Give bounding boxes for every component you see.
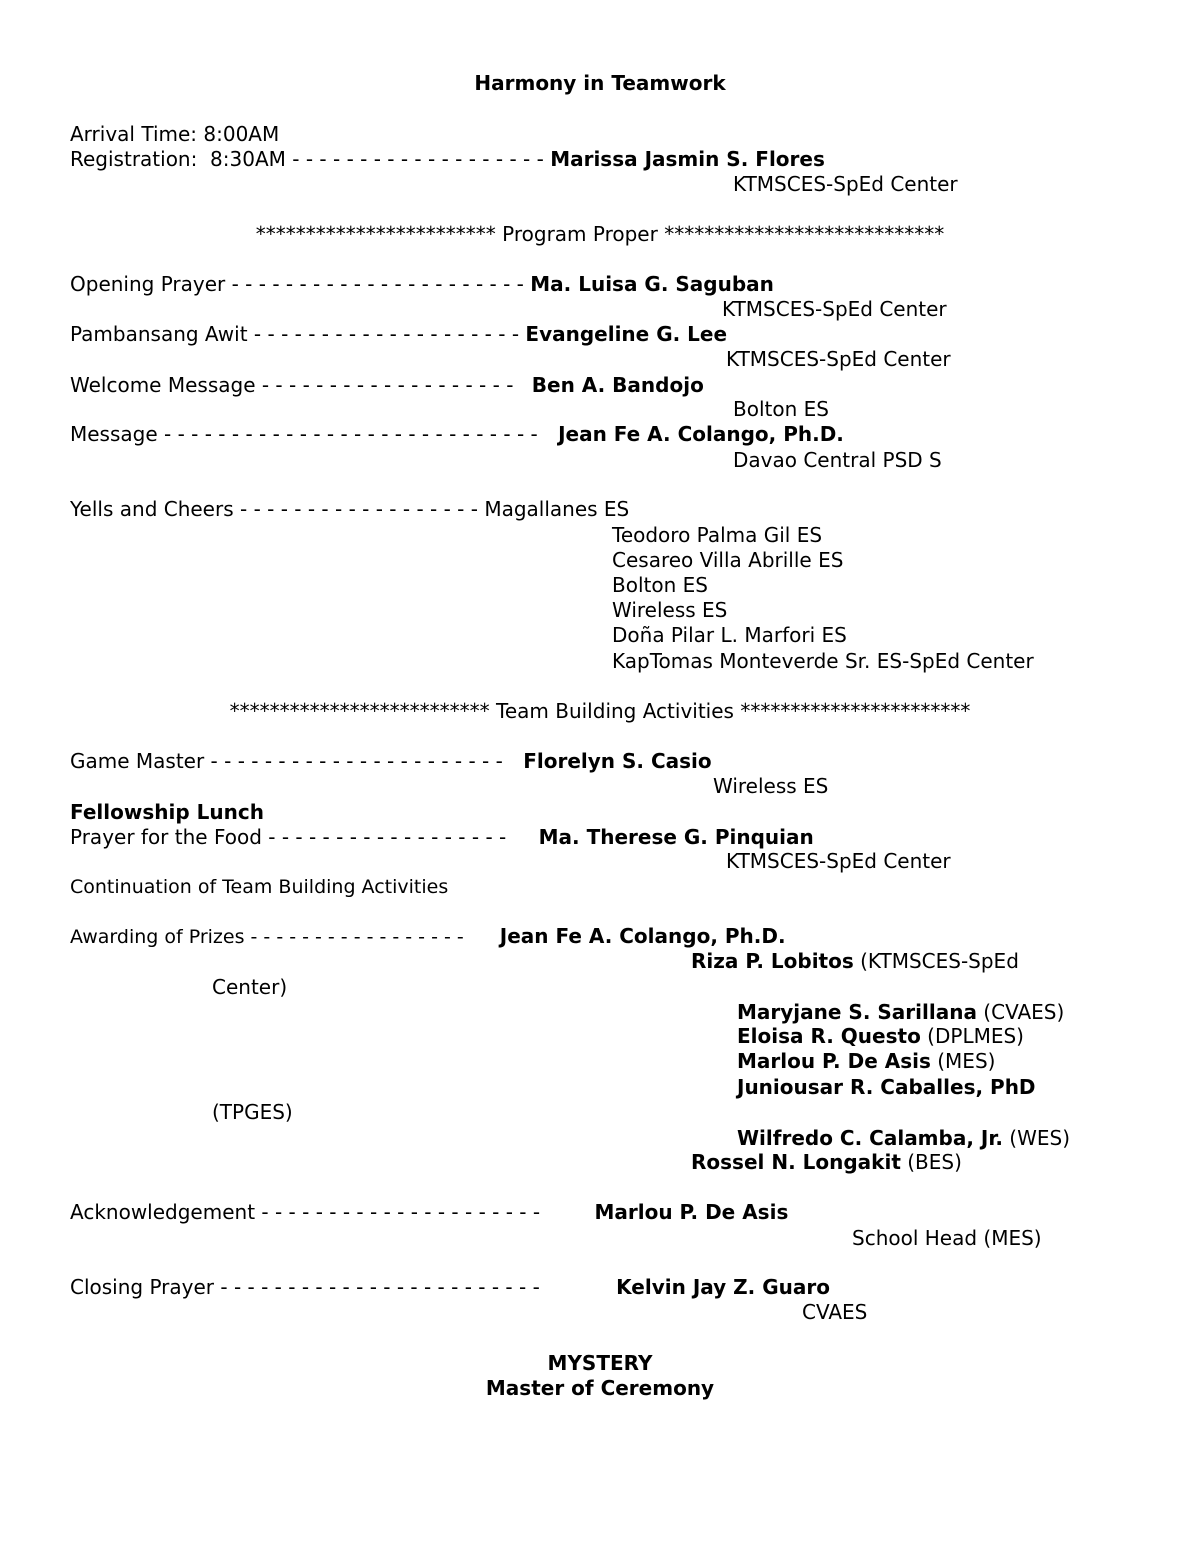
awardee-school: (CVAES) bbox=[976, 1000, 1065, 1024]
closing-prayer-label: Closing Prayer - - - - - - - - - - - - - - - - - - - - - - - - bbox=[70, 1275, 547, 1299]
acknowledgement-name: Marlou P. De Asis bbox=[594, 1200, 789, 1224]
awardee-school: (TPGES) bbox=[212, 1100, 293, 1124]
arrival-time: Arrival Time: 8:00AM bbox=[70, 122, 280, 146]
continuation-text: Continuation of Team Building Activities bbox=[70, 876, 449, 898]
closing-prayer-school: CVAES bbox=[802, 1300, 868, 1324]
fellowship-lunch-heading: Fellowship Lunch bbox=[70, 800, 264, 824]
yells-school: KapTomas Monteverde Sr. ES-SpEd Center bbox=[612, 649, 1034, 673]
awardee-name: Juniousar R. Caballes, PhD bbox=[737, 1075, 1036, 1099]
yells-school: Bolton ES bbox=[612, 573, 708, 597]
yells-label: Yells and Cheers - - - - - - - - - - - - - - - - - - bbox=[70, 497, 485, 521]
program-label: Welcome Message - - - - - - - - - - - - - - - - - - - bbox=[70, 373, 520, 397]
page-title: Harmony in Teamwork bbox=[474, 71, 726, 95]
registration-label: Registration: 8:30AM - - - - - - - - - - - - - - - - - - - bbox=[70, 147, 551, 171]
acknowledgement-row bbox=[70, 1200, 788, 1224]
game-master-label: Game Master - - - - - - - - - - - - - - - - - - - - - - bbox=[70, 749, 510, 773]
awardee-row bbox=[691, 1150, 962, 1174]
program-label: Pambansang Awit - - - - - - - - - - - - - - - - - - - - bbox=[70, 322, 526, 346]
program-person: Ma. Luisa G. Saguban bbox=[530, 272, 774, 296]
awardee-name: Wilfredo C. Calamba, Jr. bbox=[737, 1126, 1003, 1150]
game-master-name: Florelyn S. Casio bbox=[523, 749, 712, 773]
yells-row bbox=[70, 497, 629, 521]
program-person: Jean Fe A. Colango, Ph.D. bbox=[558, 422, 844, 446]
food-prayer-label: Prayer for the Food - - - - - - - - - - - - - - - - - - bbox=[70, 825, 513, 849]
emcee-name: MYSTERY bbox=[547, 1351, 653, 1375]
registration-row bbox=[70, 147, 825, 171]
game-master-school: Wireless ES bbox=[713, 774, 829, 798]
program-school: KTMSCES-SpEd Center bbox=[722, 297, 947, 321]
awardee-school: (KTMSCES-SpEd bbox=[853, 949, 1019, 973]
food-prayer-school: KTMSCES-SpEd Center bbox=[726, 849, 951, 873]
yells-school: Doña Pilar L. Marfori ES bbox=[612, 623, 847, 647]
program-school: KTMSCES-SpEd Center bbox=[726, 347, 951, 371]
program-row bbox=[70, 422, 844, 446]
awarding-lead: Jean Fe A. Colango, Ph.D. bbox=[499, 924, 786, 948]
emcee-role: Master of Ceremony bbox=[485, 1376, 715, 1400]
awardee-school: (WES) bbox=[1002, 1126, 1071, 1150]
closing-prayer-row bbox=[70, 1275, 830, 1299]
yells-school: Cesareo Villa Abrille ES bbox=[612, 548, 844, 572]
awardee-name: Rossel N. Longakit bbox=[691, 1150, 901, 1174]
awardee-name: Riza P. Lobitos bbox=[691, 949, 854, 973]
food-prayer-name: Ma. Therese G. Pinquian bbox=[538, 825, 814, 849]
awardee-row bbox=[737, 1000, 1064, 1024]
awardee-row bbox=[737, 1126, 1070, 1150]
awardee-school: (BES) bbox=[900, 1150, 962, 1174]
closing-prayer-name: Kelvin Jay Z. Guaro bbox=[616, 1275, 830, 1299]
program-label: Message - - - - - - - - - - - - - - - - - - - - - - - - - - - - bbox=[70, 422, 545, 446]
program-person: Evangeline G. Lee bbox=[525, 322, 728, 346]
awarding-label: Awarding of Prizes - - - - - - - - - - - - - - - - - bbox=[70, 926, 470, 948]
awardee-row bbox=[737, 1049, 995, 1073]
awardee-name: Maryjane S. Sarillana bbox=[737, 1000, 977, 1024]
program-person: Ben A. Bandojo bbox=[531, 373, 704, 397]
awardee-row bbox=[737, 1075, 1036, 1099]
yells-school: Magallanes ES bbox=[484, 497, 630, 521]
awardee-school: (MES) bbox=[930, 1049, 996, 1073]
awardee-row bbox=[691, 949, 1019, 973]
program-label: Opening Prayer - - - - - - - - - - - - - - - - - - - - - - bbox=[70, 272, 531, 296]
program-row bbox=[70, 272, 774, 296]
yells-school: Wireless ES bbox=[612, 598, 728, 622]
awardee-school: (DPLMES) bbox=[920, 1024, 1024, 1048]
awarding-row bbox=[70, 924, 786, 949]
registration-name: Marissa Jasmin S. Flores bbox=[550, 147, 825, 171]
program-school: Davao Central PSD S bbox=[733, 448, 942, 472]
awardee-row bbox=[737, 1024, 1024, 1048]
program-row bbox=[70, 322, 727, 346]
program-school: Bolton ES bbox=[733, 397, 829, 421]
registration-school: KTMSCES-SpEd Center bbox=[733, 172, 958, 196]
program-proper-header: ************************ Program Proper **************************** bbox=[255, 222, 945, 246]
awardee-school: Center) bbox=[212, 975, 288, 999]
acknowledgement-label: Acknowledgement - - - - - - - - - - - - - - - - - - - - - bbox=[70, 1200, 547, 1224]
acknowledgement-role: School Head (MES) bbox=[852, 1226, 1042, 1250]
program-row bbox=[70, 373, 704, 397]
awardee-name: Marlou P. De Asis bbox=[737, 1049, 931, 1073]
yells-school: Teodoro Palma Gil ES bbox=[612, 523, 823, 547]
game-master-row bbox=[70, 749, 712, 773]
awardee-name: Eloisa R. Questo bbox=[737, 1024, 921, 1048]
team-building-header: ************************** Team Building Activities *********************** bbox=[229, 699, 971, 723]
food-prayer-row bbox=[70, 825, 814, 849]
